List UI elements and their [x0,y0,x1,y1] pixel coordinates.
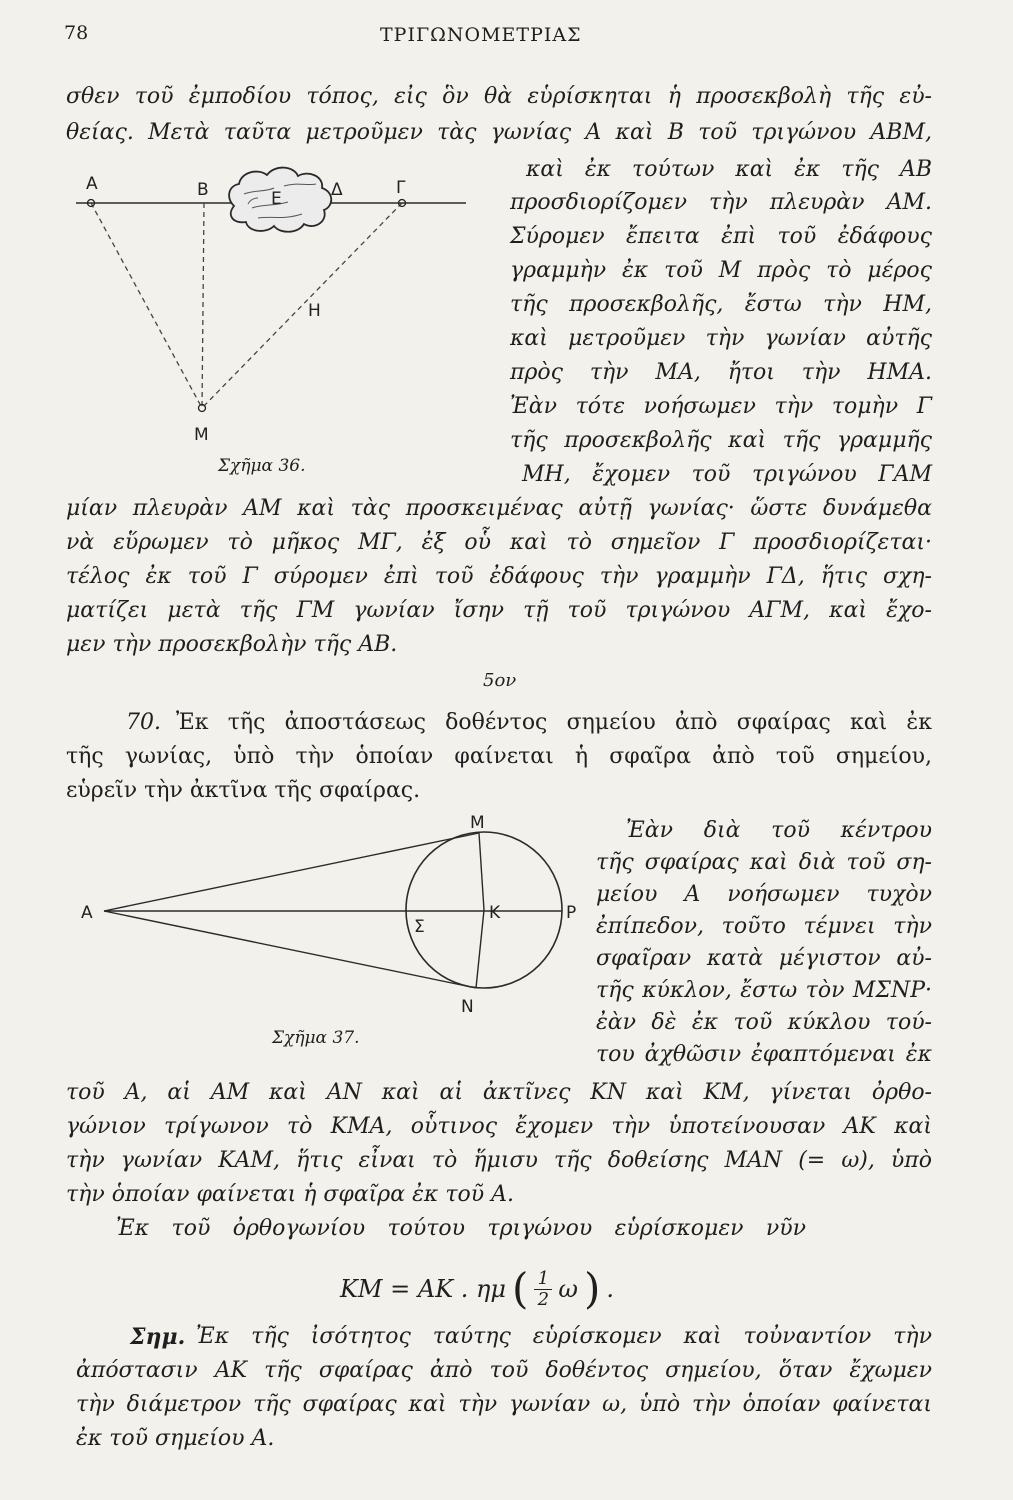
text-line: θείας. Μετὰ ταῦτα μετροῦμεν τὰς γωνίας Α καὶ Β τοῦ τριγώνου ΑΒΜ, [66,120,932,145]
text-line: ματίζει μετὰ τῆς ΓΜ γωνίαν ἴσην τῇ τοῦ τριγώνου ΑΓΜ, καὶ ἔχο- [66,598,932,623]
text-line: Σύρομεν ἔπειτα ἐπὶ τοῦ ἐδάφους [510,224,932,249]
figure-36-caption: Σχῆμα 36. [218,456,306,476]
right-paren-glyph: ) [583,1264,601,1313]
text-line: ἐπίπεδον, τοῦτο τέμνει τὴν [596,914,932,939]
text-line: μείου Α νοήσωμεν τυχὸν [596,882,932,907]
text-line: ἐὰν δὲ ἐκ τοῦ κύκλου τού- [596,1010,932,1035]
text-line: τὴν ὁποίαν φαίνεται ἡ σφαῖρα ἐκ τοῦ Α. [66,1182,514,1207]
text-line: καὶ ἐκ τούτων καὶ ἐκ τῆς ΑΒ [526,157,932,182]
fig37-label-m: Μ [470,813,485,833]
text-line: ΜΗ, ἔχομεν τοῦ τριγώνου ΓΑΜ [522,462,932,487]
fig37-label-n: Ν [461,997,474,1017]
text-line: τὴν διάμετρον τῆς σφαίρας καὶ τὴν γωνίαν ω, ὑπὸ τὴν ὁποίαν φαίνεται [76,1392,932,1417]
text-line: νὰ εὕρωμεν τὸ μῆκος ΜΓ, ἐξ οὗ καὶ τὸ σημεῖον Γ προσδιορίζεται· [66,530,932,555]
formula [340,1262,614,1316]
text-line: Ἐὰν τότε νοήσωμεν τὴν τομὴν Γ [510,394,932,419]
text-line: Ἐκ τοῦ ὀρθογωνίου τούτου τριγώνου εὑρίσκομεν νῦν [116,1216,806,1241]
text-line: τὴν γωνίαν ΚΑΜ, ἥτις εἶναι τὸ ἥμισυ τῆς δοθείσης ΜΑΝ (= ω), ὑπὸ [66,1148,932,1173]
text-line: τῆς γωνίας, ὑπὸ τὴν ὁποίαν φαίνεται ἡ σφαῖρα ἀπὸ τοῦ σημείου, [66,744,932,769]
formula-variable: ω [558,1275,578,1303]
section-mark: 5ον [483,670,517,691]
text-line: σφαῖραν κατὰ μέγιστον αὐ- [596,946,932,971]
text-line: γώνιον τρίγωνον τὸ ΚΜΑ, οὗτινος ἔχομεν τὴν ὑποτείνουσαν ΑΚ καὶ [66,1114,932,1139]
fraction-denominator: 2 [537,1288,550,1310]
text-line: ἀπόστασιν ΑΚ τῆς σφαίρας ἀπὸ τοῦ δοθέντος σημείου, ὅταν ἔχωμεν [76,1358,932,1383]
text-line: μίαν πλευρὰν ΑΜ καὶ τὰς προσκειμένας αὐτῇ γωνίας· ὥστε δυνάμεθα [66,496,932,521]
formula-lhs: ΚΜ = ΑΚ . ημ [340,1275,506,1303]
text-line: γραμμὴν ἐκ τοῦ Μ πρὸς τὸ μέρος [510,258,932,283]
formula-end: . [606,1275,614,1303]
text-line: μεν τὴν προσεκβολὴν τῆς ΑΒ. [66,632,398,657]
text-line: τῆς κύκλον, ἔστω τὸν ΜΣΝΡ· [596,978,932,1003]
text-line: Ἐκ τῆς ἀποστάσεως δοθέντος σημείου ἀπὸ σφαίρας καὶ ἐκ [176,710,932,735]
fig37-label-k: Κ [489,903,501,923]
text-line: τῆς προσεκβολῆς, ἔστω τὴν ΗΜ, [510,292,932,317]
fig36-label-d: Δ [331,180,343,200]
page-number: 78 [64,22,89,44]
text-line: προσδιορίζομεν τὴν πλευρὰν ΑΜ. [510,190,932,215]
figure-36 [76,160,476,440]
text-line: εὑρεῖν τὴν ἀκτῖνα τῆς σφαίρας. [66,778,421,803]
problem-number: 70. [126,710,161,735]
fig36-label-e: Ε [271,189,282,209]
text-line: τῆς σφαίρας καὶ διὰ τοῦ ση- [596,850,932,875]
fig37-label-p: Ρ [566,903,577,923]
running-title: ΤΡΙΓΩΝΟΜΕΤΡΙΑΣ [380,24,582,46]
text-line: σθεν τοῦ ἐμποδίου τόπος, εἰς ὃν θὰ εὑρίσκηται ἡ προσεκβολὴ τῆς εὐ- [66,84,932,109]
fig36-label-a: Α [86,174,98,194]
figure-37 [76,812,596,1022]
note-label: Σημ. [130,1324,186,1350]
text-line: τέλος ἐκ τοῦ Γ σύρομεν ἐπὶ τοῦ ἐδάφους τὴν γραμμὴν ΓΔ, ἥτις σχη- [66,564,932,589]
fig36-label-g: Γ [396,178,406,198]
text-line: Ἐὰν διὰ τοῦ κέντρου [626,818,932,843]
fig36-label-h: Η [308,301,321,321]
text-line: Ἐκ τῆς ἰσότητος ταύτης εὑρίσκομεν καὶ τοὐναντίον τὴν [196,1324,932,1349]
fraction [534,1269,552,1310]
text-line: πρὸς τὴν ΜΑ, ἤτοι τὴν ΗΜΑ. [510,360,932,385]
fig37-label-s: Σ [414,917,425,937]
text-line: ἐκ τοῦ σημείου Α. [76,1426,275,1451]
fig36-label-b: Β [197,180,209,200]
text-line: τοῦ Α, αἱ ΑΜ καὶ ΑΝ καὶ αἱ ἀκτῖνες ΚΝ καὶ ΚΜ, γίνεται ὀρθο- [66,1080,932,1105]
figure-37-caption: Σχῆμα 37. [272,1028,360,1048]
fig36-label-m: Μ [194,425,209,440]
fraction-numerator: 1 [537,1267,550,1289]
text-line: καὶ μετροῦμεν τὴν γωνίαν αὐτῆς [510,326,932,351]
text-line: τῆς προσεκβολῆς καὶ τῆς γραμμῆς [510,428,932,453]
left-paren-glyph: ( [512,1264,529,1313]
text-line: του ἀχθῶσιν ἐφαπτόμεναι ἐκ [596,1042,932,1067]
fig37-label-a: Α [81,903,93,923]
